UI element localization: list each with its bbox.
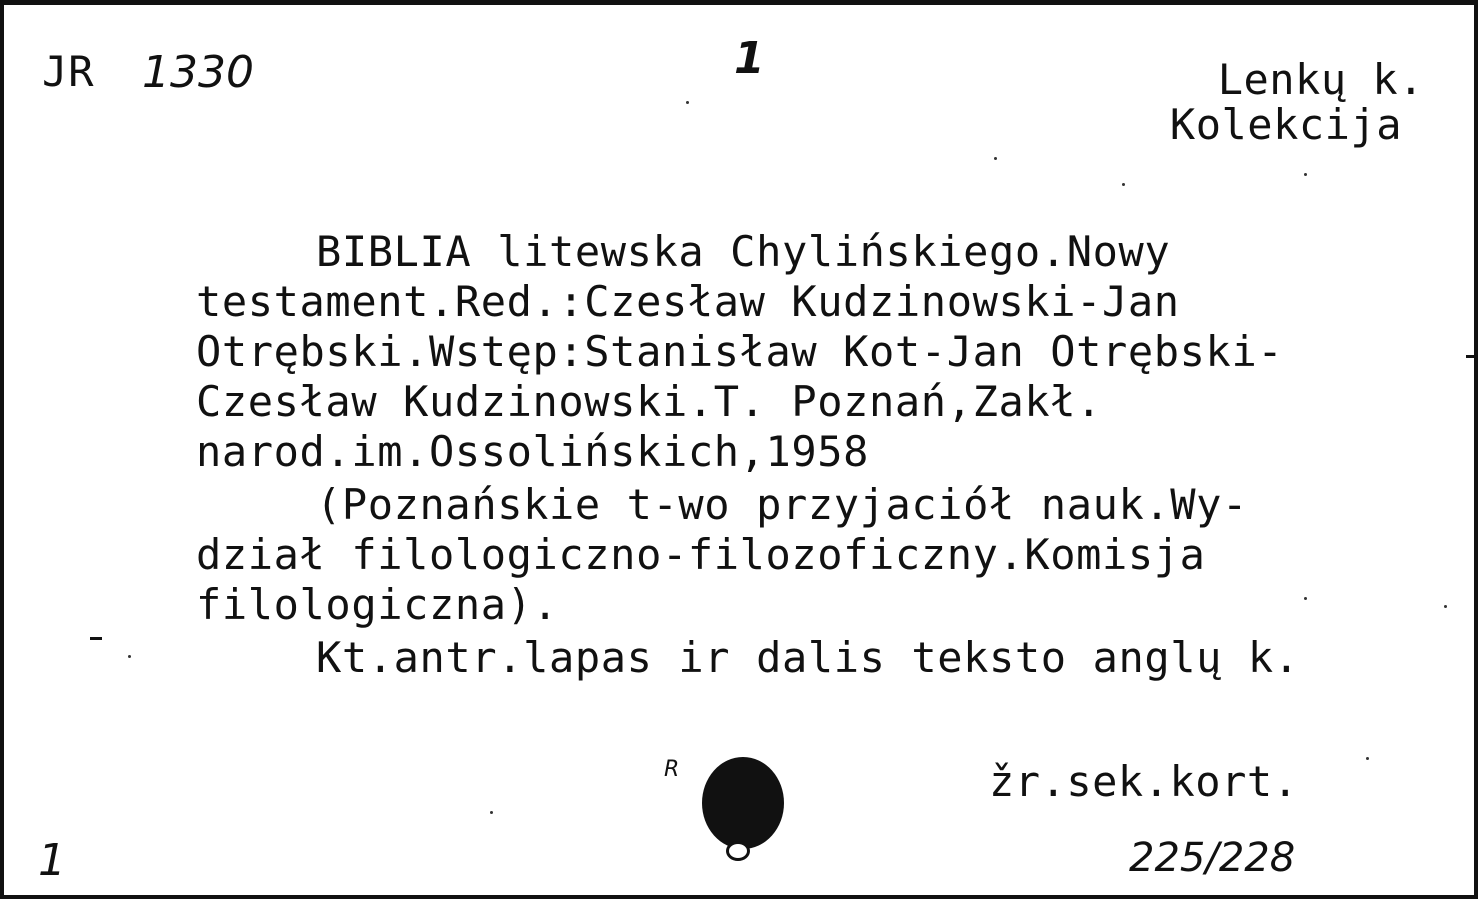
seal-letter: R — [664, 757, 680, 782]
speck — [1366, 757, 1369, 760]
card-count: 225/228 — [1129, 835, 1296, 881]
call-number: 1330 — [142, 47, 254, 98]
entry-line: (Poznańskie t-wo przyjaciół nauk.Wy- — [316, 480, 1248, 529]
speck — [1444, 605, 1447, 608]
entry-line: narod.im.Ossolińskich,1958 — [196, 427, 870, 476]
speck — [686, 101, 689, 104]
speck — [1304, 173, 1307, 176]
entry-line: testament.Red.:Czesław Kudzinowski-Jan — [196, 277, 1180, 326]
speck — [1122, 183, 1125, 186]
speck — [128, 655, 131, 658]
entry-line: Czesław Kudzinowski.T. Poznań,Zakł. — [196, 377, 1103, 426]
card-sequence-number: 1 — [734, 33, 765, 84]
edge-mark — [1466, 355, 1478, 358]
collection-label: Kolekcija — [1169, 100, 1402, 149]
corner-number: 1 — [38, 835, 66, 886]
seal-ring-mark — [726, 841, 750, 861]
speck — [490, 811, 493, 814]
entry-line: Otrębski.Wstęp:Stanisław Kot-Jan Otrębski- — [196, 327, 1284, 376]
entry-line: Kt.antr.lapas ir dalis teksto anglų k. — [316, 633, 1300, 682]
library-seal-stamp — [702, 757, 784, 849]
speck — [994, 157, 997, 160]
language-label: Lenkų k. — [1217, 55, 1424, 104]
see-next-card-reference: žr.sek.kort. — [989, 757, 1299, 806]
entry-line: filologiczna). — [196, 580, 559, 629]
entry-line: dział filologiczno-filozoficzny.Komisja — [196, 530, 1206, 579]
call-number-prefix: JR — [42, 47, 95, 96]
edge-mark — [90, 637, 102, 640]
speck — [1304, 597, 1307, 600]
entry-line: BIBLIA litewska Chylińskiego.Nowy — [316, 227, 1171, 276]
